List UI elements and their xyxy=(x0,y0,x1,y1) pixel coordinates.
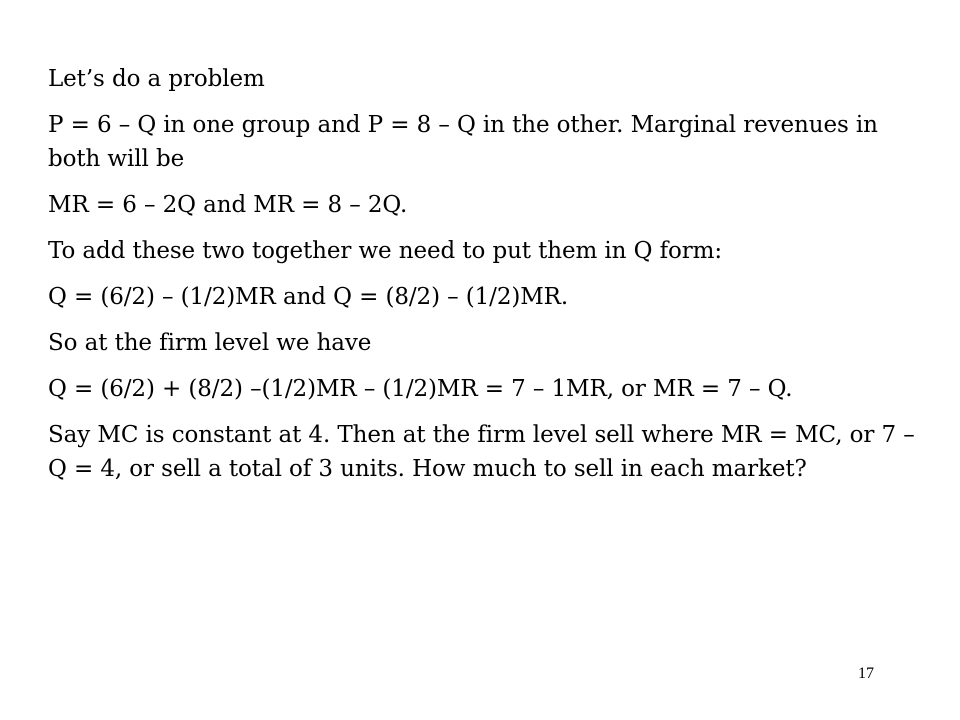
slide-body xyxy=(48,62,918,498)
firm-level-intro: So at the firm level we have xyxy=(48,330,372,356)
q-form-instruction: To add these two together we need to put them in Q form: xyxy=(48,238,722,264)
problem-heading: Let’s do a problem xyxy=(48,66,265,92)
q-form-equations: Q = (6/2) – (1/2)MR and Q = (8/2) – (1/2)MR. xyxy=(48,284,569,310)
demand-equations-text: P = 6 – Q in one group and P = 8 – Q in the other. Marginal revenues in both will be xyxy=(48,112,878,172)
marginal-cost-conclusion: Say MC is constant at 4. Then at the firm level sell where MR = MC, or 7 – Q = 4, or sell a total of 3 units. How much to sell in each market? xyxy=(48,422,915,482)
firm-level-equation: Q = (6/2) + (8/2) –(1/2)MR – (1/2)MR = 7 – 1MR, or MR = 7 – Q. xyxy=(48,376,793,402)
marginal-revenue-equations: MR = 6 – 2Q and MR = 8 – 2Q. xyxy=(48,192,408,218)
page-number: 17 xyxy=(858,665,874,682)
